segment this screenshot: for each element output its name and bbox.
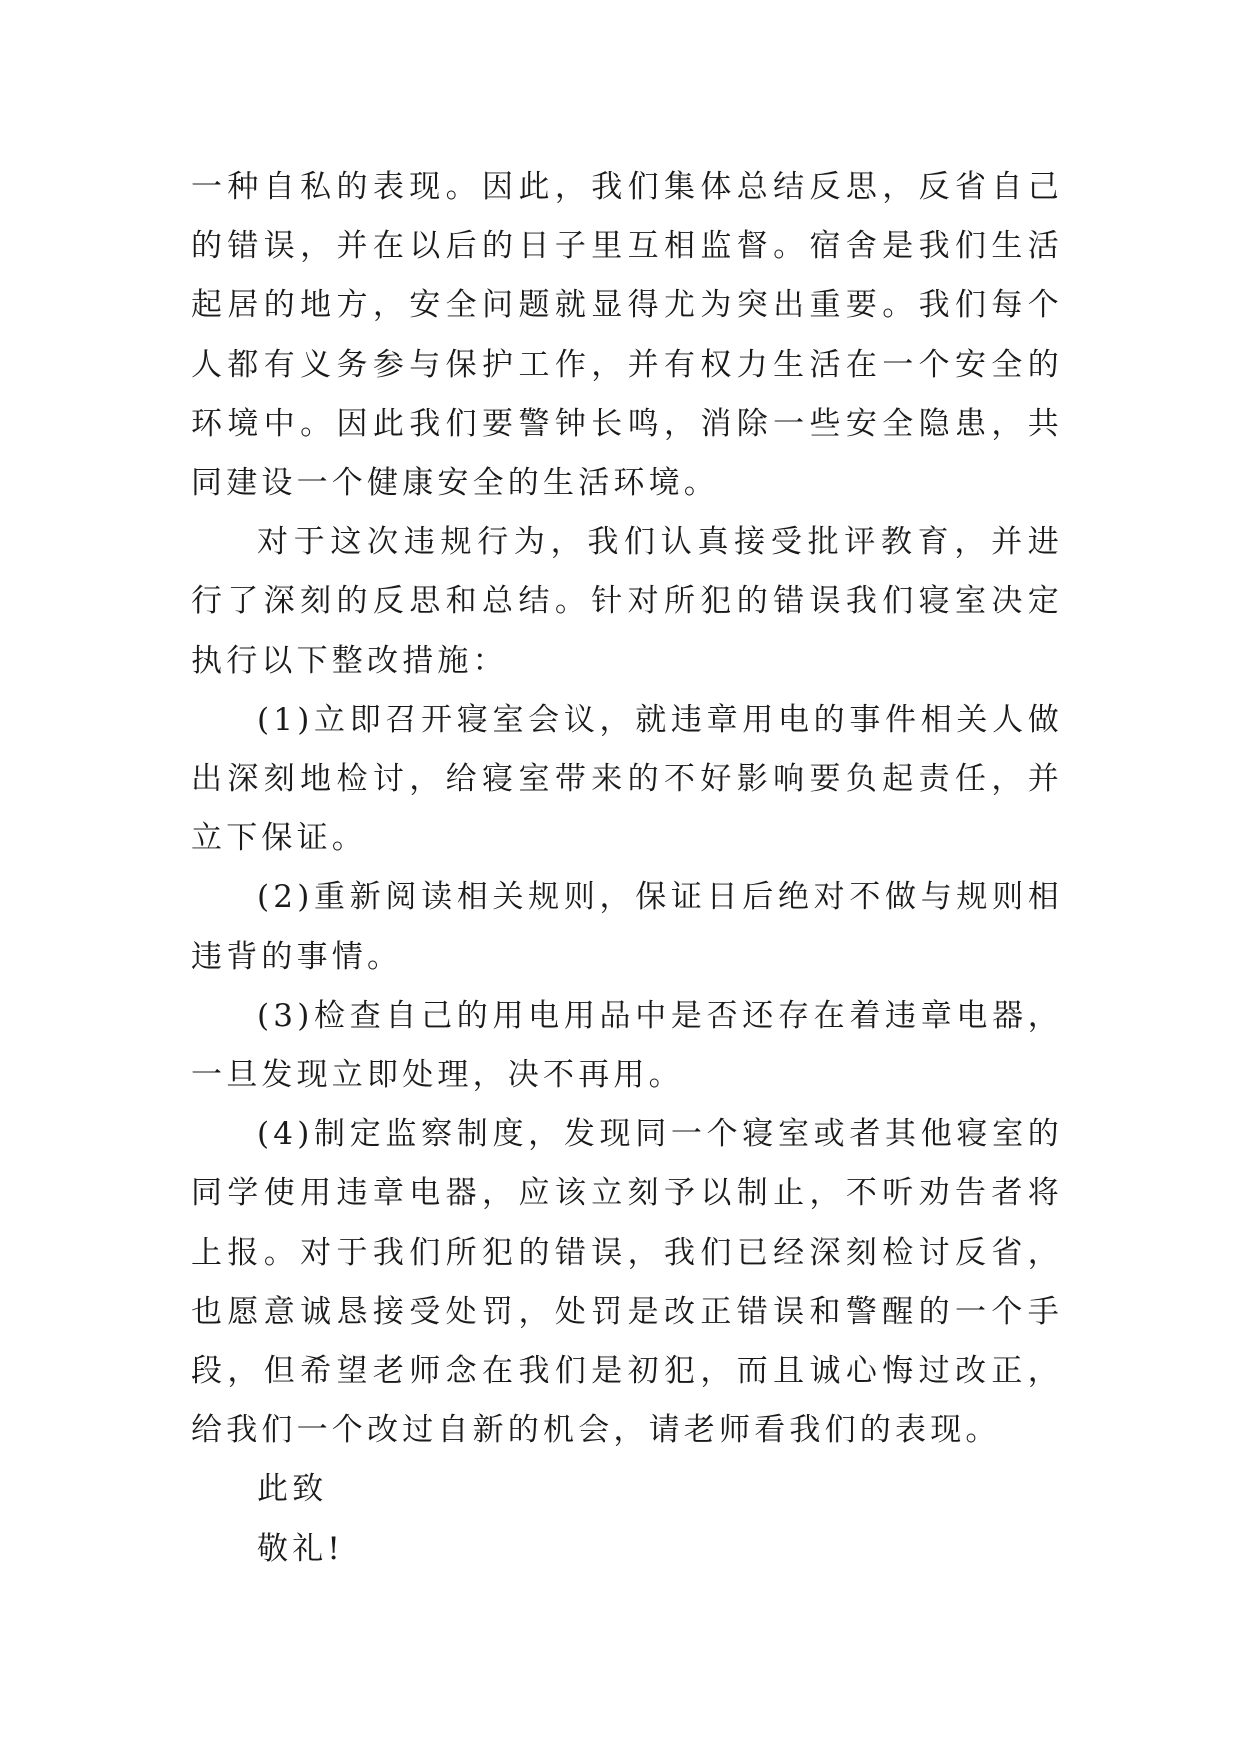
paragraph-continuation: 一种自私的表现。因此，我们集体总结反思，反省自己的错误，并在以后的日子里互相监督。宿舍是我们生活起居的地方，安全问题就显得尤为突出重要。我们每个人都有义务参与保护工作，并有权力生活在一个安全的环境中。因此我们要警钟长鸣，消除一些安全隐患，共同建设一个健康安全的生活环境。 [191, 169, 1063, 502]
letter-body [191, 158, 1063, 1579]
paragraph-measure-1: (1)立即召开寝室会议，就违章用电的事件相关人做出深刻地检讨，给寝室带来的不好影响要负起责任，并立下保证。 [191, 701, 1063, 857]
paragraph-measure-2: (2)重新阅读相关规则，保证日后绝对不做与规则相违背的事情。 [191, 879, 1063, 975]
closing-regards: 敬礼! [257, 1530, 345, 1567]
paragraph-measures-intro: 对于这次违规行为，我们认真接受批评教育，并进行了深刻的反思和总结。针对所犯的错误我们寝室决定执行以下整改措施： [191, 524, 1063, 679]
paragraph-measure-4: (4)制定监察制度，发现同一个寝室或者其他寝室的同学使用违章电器，应该立刻予以制止，不听劝告者将上报。对于我们所犯的错误，我们已经深刻检讨反省，也愿意诚恳接受处罚，处罚是改正错误和警醒的一个手段，但希望老师念在我们是初犯，而且诚心悔过改正，给我们一个改过自新的机会，请老师看我们的表现。 [191, 1116, 1063, 1449]
paragraph-measure-3: (3)检查自己的用电用品中是否还存在着违章电器，一旦发现立即处理，决不再用。 [191, 997, 1063, 1094]
closing-salutation: 此致 [257, 1471, 328, 1508]
